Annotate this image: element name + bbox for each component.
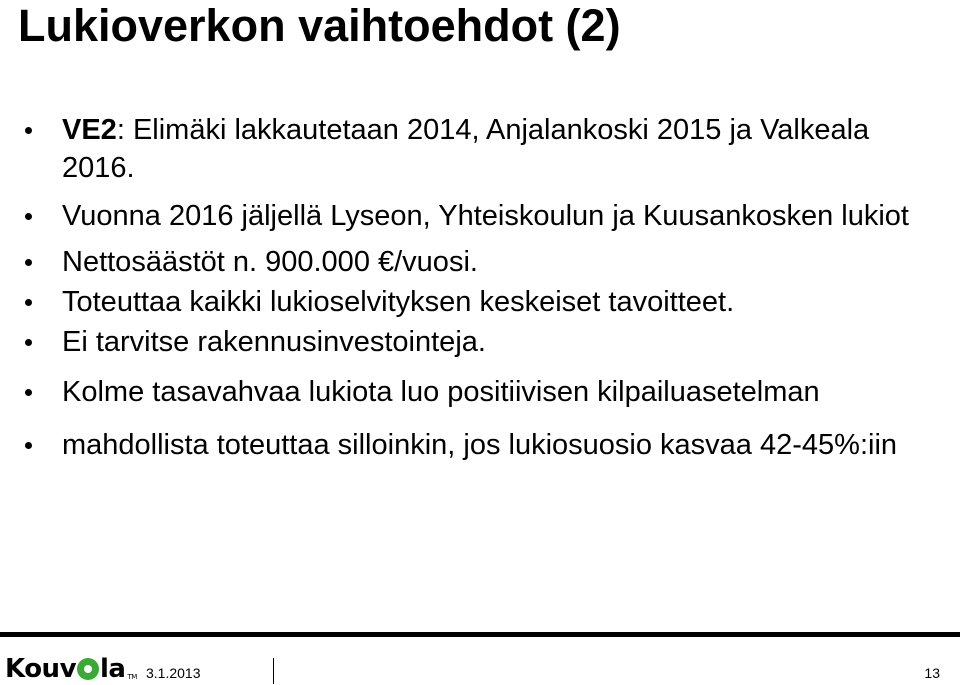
trademark-mark: TM bbox=[127, 673, 137, 681]
bullet-item-2 bbox=[22, 197, 942, 235]
footer-divider bbox=[0, 632, 960, 637]
bullet-dot-icon bbox=[25, 442, 32, 449]
bullet-text-2: Vuonna 2016 jäljellä Lyseon, Yhteiskoulun ja Kuusankosken lukiot bbox=[62, 200, 909, 232]
footer-separator bbox=[273, 658, 274, 684]
bullet-item-5 bbox=[22, 323, 942, 361]
slide-title: Lukioverkon vaihtoehdot (2) bbox=[18, 0, 621, 51]
bullet-dot-icon bbox=[25, 213, 32, 220]
bullet-list bbox=[22, 111, 942, 464]
bullet-dot-icon bbox=[25, 299, 32, 306]
kouvola-logo bbox=[5, 650, 137, 684]
bullet-dot-icon bbox=[25, 127, 32, 134]
bullet-text-5: Ei tarvitse rakennusinvestointeja. bbox=[62, 326, 486, 358]
bullet-item-3 bbox=[22, 243, 942, 281]
bullet-dot-icon bbox=[25, 259, 32, 266]
footer-date: 3.1.2013 bbox=[146, 665, 201, 681]
logo-text-start: Kouv bbox=[5, 654, 77, 684]
bullet-text-7: mahdollista toteuttaa silloinkin, jos lukiosuosio kasvaa 42-45%:iin bbox=[62, 429, 898, 461]
logo-text-end: la bbox=[100, 654, 126, 684]
bullet-item-7 bbox=[22, 426, 942, 464]
bullet-text-1: : Elimäki lakkautetaan 2014, Anjalankoski 2015 ja Valkeala 2016. bbox=[62, 114, 870, 184]
bullet-dot-icon bbox=[25, 389, 32, 396]
bullet-text-4: Toteuttaa kaikki lukioselvityksen keskeiset tavoitteet. bbox=[62, 286, 735, 318]
bullet-option-label: VE2 bbox=[62, 114, 117, 146]
leaf-icon bbox=[77, 658, 99, 680]
bullet-item-6 bbox=[22, 373, 942, 411]
bullet-text-6: Kolme tasavahvaa lukiota luo positiivisen kilpailuasetelman bbox=[62, 376, 820, 408]
bullet-item-1 bbox=[22, 111, 942, 187]
bullet-text-3: Nettosäästöt n. 900.000 €/vuosi. bbox=[62, 246, 478, 278]
page-number: 13 bbox=[924, 665, 940, 681]
bullet-item-4 bbox=[22, 283, 942, 321]
bullet-dot-icon bbox=[25, 339, 32, 346]
